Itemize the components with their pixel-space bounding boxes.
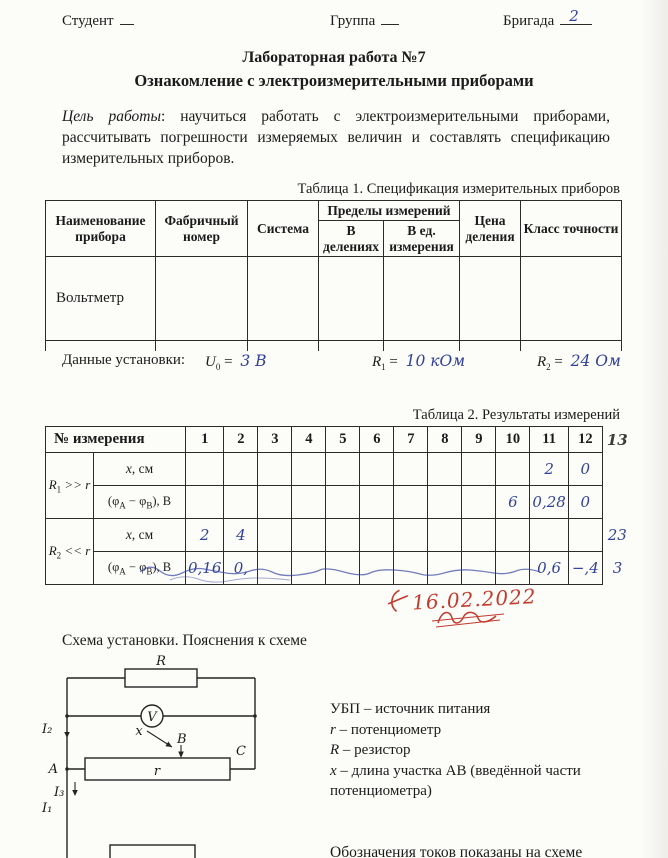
legend-text: – потенциометр [335,721,442,738]
group-label: Группа [330,13,376,29]
table2-value-cell-handwritten: 0,6 [530,552,568,585]
table2-value-cell-handwritten [394,486,428,519]
table1-caption: Таблица 1. Спецификация измерительных приборов [297,181,620,197]
table1-stub-cell [460,341,521,351]
table1-stub-cell [248,341,319,351]
goal-paragraph [62,106,610,169]
table2-row-label [94,453,186,486]
table2-value-cell-handwritten [462,486,496,519]
student-field [62,12,134,30]
legend-var: x [330,762,337,779]
label-V-icon: V [147,710,157,725]
phi-sub: B [146,566,153,577]
table2-column-header: 2 [224,427,258,453]
table2-extra-column-header-handwritten: 13 [606,430,628,449]
table2-column-header: 11 [530,427,568,453]
table1-stub-cell [384,341,460,351]
table1-stub-cell [319,341,384,351]
table1-data-row [46,257,622,341]
table2-data-row [46,453,633,486]
table2-value-cell-handwritten [360,453,394,486]
legend-text: – резистор [339,742,411,758]
table2-value-cell-handwritten [428,486,462,519]
legend-var: r [330,721,336,738]
table2-value-cell-handwritten: −,4 [568,552,602,585]
group-symbol-sub: 1 [56,484,62,495]
table2-value-cell-handwritten [428,453,462,486]
table2-value-cell-handwritten [186,486,224,519]
table2-value-cell-handwritten [326,486,360,519]
table2-value-cell-handwritten [568,519,602,552]
circuit-diagram [40,655,280,858]
group-symbol: R [48,542,57,558]
device-name-cell: Вольтметр [46,257,156,341]
table2-extra-cell-handwritten: 23 [607,526,627,544]
phi-sub: A [119,500,126,511]
signature-scribble [430,606,510,632]
phi-part: (φ [107,493,120,508]
table2-value-cell-handwritten [360,519,394,552]
label-R-icon: R [156,655,166,669]
r2-subscript: 2 [546,362,551,372]
phi-part: ), В [152,493,172,508]
table1-empty-cell [319,257,384,341]
table2-column-header: 10 [496,427,530,453]
u0-symbol: U [205,354,216,370]
phi-sub: B [146,500,153,511]
scheme-legend [330,699,636,802]
table1-col-divisions: В делениях [319,221,384,257]
r1-symbol: R [372,354,382,370]
red-flourish [385,588,410,617]
label-x: x [135,724,143,739]
table1-header-row-1 [46,201,622,221]
goal-text: : научиться работать с электроизмерительными приборами, рассчитывать погрешности измеряемых величин и составлять спецификацию измерительных приборов. [62,108,610,167]
phi-part: (φ [107,559,120,574]
power-source-box [110,845,195,858]
table2-value-cell-handwritten [394,453,428,486]
table2-data-row [46,519,633,552]
label-C: C [236,744,246,759]
r2-symbol: R [537,354,547,370]
brigade-field [503,7,592,30]
phi-part: ), В [152,559,172,574]
legend-var: УБП [330,701,361,717]
table1-col-units: В ед. измерения [384,221,460,257]
table2-group-label [46,453,94,519]
table2-value-cell-handwritten: 6 [496,486,530,519]
table1-col-system: Система [248,201,319,257]
table2-column-header: 4 [292,427,326,453]
group-condition: << r [61,542,91,558]
table2-value-cell-handwritten [428,519,462,552]
table2-value-cell-handwritten [462,519,496,552]
table1 [45,200,622,351]
group-field [330,12,399,30]
table2-value-cell-handwritten [496,519,530,552]
brigade-blank-line [560,7,592,25]
table1-empty-cell [248,257,319,341]
row-label-var: x [125,527,132,542]
goal-label: Цель работы [62,108,161,125]
table2-value-cell-handwritten [292,519,326,552]
legend-item-r-pot [330,720,636,741]
resistor-R-box [125,669,197,687]
circuit-junctions [64,714,257,796]
row-label-var: x [125,461,132,476]
brigade-label: Бригада [503,13,555,29]
table1-col-class: Класс точности [521,201,622,257]
table2-value-cell-handwritten [258,486,292,519]
table2-value-cell-handwritten: 0,28 [530,486,568,519]
circuit-wires [67,669,255,858]
table2-value-cell-handwritten [258,519,292,552]
lab-subtitle: Ознакомление с электроизмерительными приборами [134,71,534,90]
table2-value-cell-handwritten [462,453,496,486]
table1-col-factory: Фабричный номер [156,201,248,257]
table2-column-header: 1 [186,427,224,453]
table2-value-cell-handwritten: 0,16 [186,552,224,585]
group-condition: >> r [61,476,91,492]
table2-value-cell-handwritten: 2 [186,519,224,552]
table2-extra-cell-handwritten: 3 [612,559,623,577]
r1-item [372,352,465,372]
u0-equals: = [220,354,237,370]
table2-value-cell-handwritten [530,519,568,552]
table2-value-cell-handwritten: 4 [224,519,258,552]
table1-stub-cell [521,341,622,351]
table2-row-label [94,519,186,552]
setup-label: Данные установки: [62,352,186,368]
phi-sub: A [119,566,126,577]
table1-col-name: Наименование прибора [46,201,156,257]
table2-value-cell-handwritten [186,453,224,486]
student-label: Студент [62,13,114,29]
table2-column-header: 9 [462,427,496,453]
brigade-value-handwritten: 2 [569,7,579,25]
label-A: A [48,762,58,777]
table2-value-cell-handwritten: 2 [530,453,568,486]
r2-equals: = [550,354,567,370]
u0-subscript: 0 [215,362,221,372]
label-I2: I₂ [42,722,53,737]
legend-item-ubp [330,699,636,720]
label-I1: I₁ [42,801,53,816]
table2-value-cell-handwritten [224,486,258,519]
u0-item [205,352,267,372]
label-I3: I₃ [54,785,65,800]
r1-value-handwritten: 10 кОм [405,352,466,370]
student-blank-line [120,12,134,25]
group-symbol: R [48,476,57,492]
label-B: B [177,732,187,747]
table2-column-header: 12 [568,427,602,453]
r1-subscript: 1 [381,362,386,372]
r2-value-handwritten: 24 Ом [570,352,621,370]
row-label-rest: , см [131,527,154,542]
table1-col-price: Цена деления [460,201,521,257]
table2-row-label [94,486,186,519]
scheme-heading: Схема установки. Пояснения к схеме [62,632,307,649]
table2-value-cell-handwritten: 0, [224,552,258,585]
table2-extra-cell-handwritten [602,486,632,519]
legend-text: – источник питания [360,701,491,717]
table2-group-label [46,519,94,585]
table2-value-cell-handwritten [326,453,360,486]
table2-corner-header: № измерения [46,427,186,453]
document-header [0,7,668,34]
legend-item-x-len [330,761,636,802]
table2-header-row [46,427,633,453]
table2-value-cell-handwritten [394,519,428,552]
group-symbol-sub: 2 [56,550,62,561]
table2-value-cell-handwritten: 0 [568,486,602,519]
table2-caption: Таблица 2. Результаты измерений [412,407,620,423]
r1-equals: = [385,354,402,370]
legend-item-R-res [330,740,636,761]
table2-value-cell-handwritten [496,453,530,486]
table2-column-header: 7 [394,427,428,453]
legend-text: – длина участка АВ (введённой части потенциометра) [330,762,581,799]
lab-title: Лабораторная работа №7 [242,49,426,66]
table2-value-cell-handwritten [258,453,292,486]
label-r: r [153,764,161,779]
date-text: 16.02.2022 [411,584,538,615]
setup-data-line [0,352,668,376]
table2-column-header: 8 [428,427,462,453]
table1-stub-cell [156,341,248,351]
table1-stub-row [46,341,622,351]
table1-stub-cell [46,341,156,351]
table1-empty-cell [384,257,460,341]
group-blank-line [381,12,399,25]
table2-column-header: 6 [360,427,394,453]
phi-part: − φ [125,559,147,574]
table1-col-limits: Пределы измерений [319,201,460,221]
row-label-rest: , см [131,461,154,476]
table2-value-cell-handwritten [326,519,360,552]
table2-value-cell-handwritten: 0 [568,453,602,486]
phi-part: − φ [125,493,147,508]
table2-value-cell-handwritten [292,486,326,519]
table1-empty-cell [521,257,622,341]
table2-value-cell-handwritten [292,453,326,486]
table2-extra-cell-handwritten [602,453,632,486]
table2-value-cell-handwritten [360,486,394,519]
table2-column-header: 5 [326,427,360,453]
table2-data-row [46,486,633,519]
table1-empty-cell [156,257,248,341]
table1-empty-cell [460,257,521,341]
table2-value-cell-handwritten [224,453,258,486]
currents-note: Обозначения токов показаны на схеме [330,844,583,858]
table2-column-header: 3 [258,427,292,453]
u0-value-handwritten: 3 В [240,352,267,370]
r2-item [537,352,621,372]
legend-var: R [330,742,340,758]
